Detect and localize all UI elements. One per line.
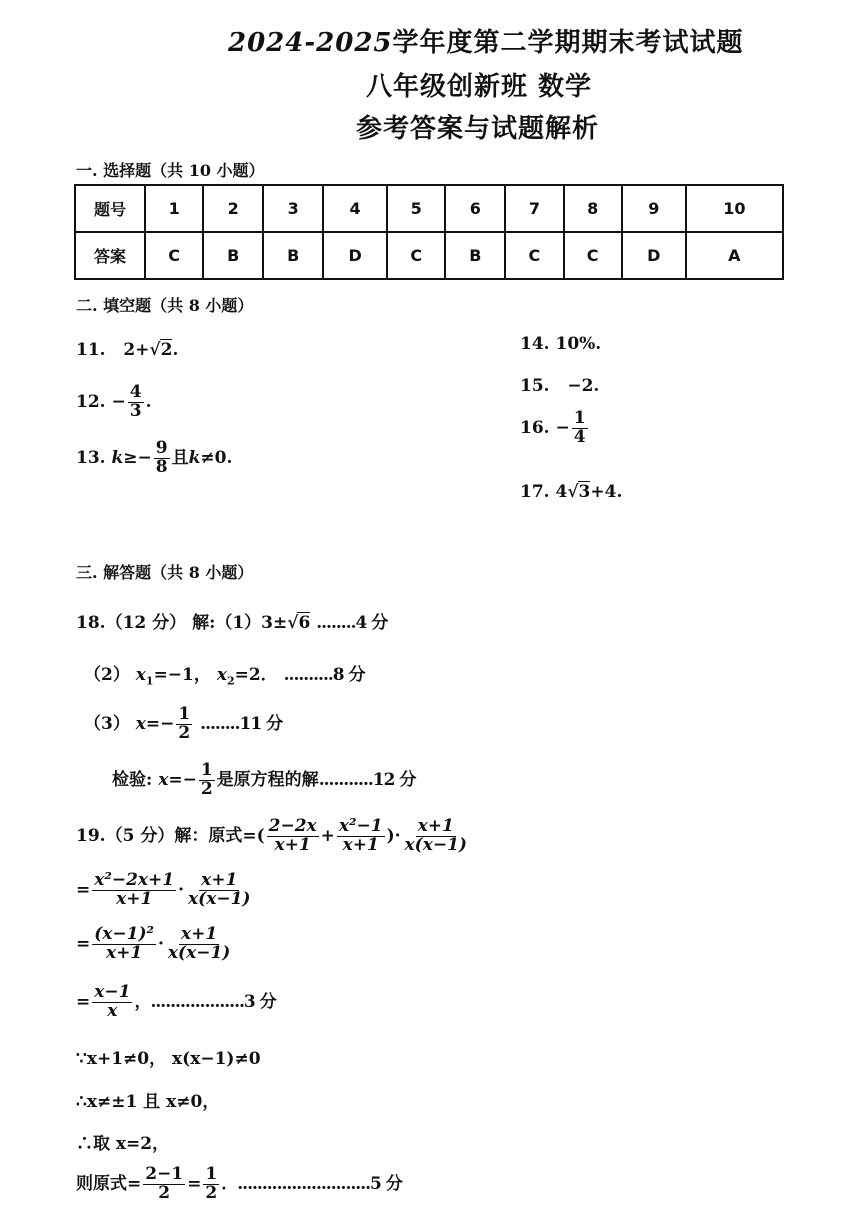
fraction: [92, 872, 176, 909]
q19-result: [76, 1166, 402, 1203]
check-label: 检验:: [112, 769, 153, 790]
ne-text: ≠0.: [200, 447, 233, 468]
question-number: 1: [145, 185, 203, 232]
question-num: 13.: [76, 447, 106, 468]
denominator: 2: [200, 778, 213, 799]
score-dots: ..........8 分: [283, 665, 365, 685]
check-text: 是原方程的解: [216, 769, 319, 790]
question-num: 15.: [520, 376, 550, 396]
denominator: x+1: [116, 888, 153, 909]
question-number: 4: [323, 185, 387, 232]
var-x: x: [135, 665, 146, 685]
question-num: 14.: [520, 334, 550, 354]
question-num: 12.: [76, 391, 106, 412]
question-number: 2: [203, 185, 263, 232]
fraction: [154, 440, 170, 477]
answer-17: 17. 4√3+4.: [520, 482, 623, 502]
answer-end: .: [172, 340, 179, 360]
q18-part2: （2） $x_1=-1$， $x_2=2$． ..........8 分: [84, 665, 365, 688]
q19-head: [76, 818, 471, 855]
answer-cell: D: [622, 232, 686, 279]
score-dots: ，...................3 分: [134, 991, 276, 1012]
fraction: [572, 410, 588, 447]
sqrt-radicand: 2: [160, 340, 173, 360]
sqrt-radicand: 3: [578, 482, 591, 502]
answer-text: 2+: [123, 340, 150, 360]
numerator: 1: [573, 408, 586, 428]
answer-text: 10%.: [555, 334, 602, 354]
section1-title: 一. 选择题（共 10 小题）: [76, 161, 265, 180]
question-number: 9: [622, 185, 686, 232]
eq-text: =−1，: [153, 665, 211, 685]
var-x: x: [135, 713, 146, 734]
numerator: (x−1)²: [94, 924, 154, 944]
question-number: 10: [686, 185, 783, 232]
question-number: 5: [387, 185, 445, 232]
score-dots: ........4 分: [316, 613, 388, 633]
answer-12: [76, 384, 152, 421]
denominator: x+1: [342, 834, 379, 855]
numerator: x+1: [417, 816, 454, 836]
fraction: [128, 384, 144, 421]
section3-title: 三. 解答题（共 8 小题）: [76, 563, 254, 582]
answer-15: [520, 376, 599, 396]
sqrt-radicand: 6: [298, 613, 311, 633]
denominator: x+1: [106, 942, 143, 963]
fraction: [166, 926, 232, 963]
fraction: [186, 872, 252, 909]
var-k: k: [111, 447, 124, 468]
q19-choose: ∴取 x=2，: [76, 1134, 170, 1154]
q19-step1: = $\frac{\text{x²−2x+1}}{x+1}$ · $\frac{x+1}{x(x-1)}$: [76, 870, 251, 909]
question-number: 6: [445, 185, 505, 232]
numerator: 2−1: [145, 1164, 184, 1184]
answer-14: [520, 334, 601, 354]
numerator: 1: [200, 760, 213, 780]
denominator: x(x−1): [167, 942, 231, 963]
fraction: [92, 984, 132, 1021]
denominator: 2: [158, 1182, 171, 1203]
fraction: [176, 706, 192, 743]
denominator: 3: [129, 400, 142, 421]
numerator: x+1: [181, 924, 218, 944]
q18-head: 18.（12 分） 解:（1）3±: [76, 613, 288, 633]
q18-check: [112, 762, 415, 799]
question-num: 17.: [520, 482, 550, 502]
denominator: x: [107, 1000, 118, 1021]
answer-cell: C: [564, 232, 622, 279]
score-dots: ...........12 分: [318, 769, 416, 790]
answer-13: [76, 440, 232, 477]
section2-title: 二. 填空题（共 8 小题）: [76, 296, 254, 315]
numerator: x+1: [201, 870, 238, 890]
numerator: 9: [155, 438, 168, 458]
and-text: 且: [171, 447, 189, 468]
numerator: x−1: [94, 982, 131, 1002]
numerator: 4: [129, 382, 142, 402]
denominator: 2: [178, 722, 191, 743]
eq-text: =−: [145, 713, 175, 734]
var-x: x: [158, 769, 169, 790]
fraction: [199, 762, 215, 799]
part-label: （2）: [84, 665, 130, 685]
ge-sign: ≥−: [123, 447, 152, 468]
q19-condition: ∵x+1≠0， x(x−1)≠0: [76, 1049, 261, 1069]
table-row: [75, 232, 783, 279]
score-dots: ．...........................5 分: [221, 1173, 402, 1194]
q19-step3: = $\frac{x-1}{x}$ ，...................3 分: [76, 982, 276, 1021]
answer-table: [74, 184, 784, 280]
q18-part3: [84, 706, 282, 743]
denominator: x(x−1): [188, 888, 251, 909]
fraction: [143, 1166, 185, 1203]
q19-conclusion: ∴x≠±1 且 x≠0，: [76, 1092, 220, 1112]
answer-cell: D: [323, 232, 387, 279]
answer-cell: C: [387, 232, 445, 279]
page-subtitle: 八年级创新班 数学: [366, 72, 593, 102]
denominator: x+1: [274, 834, 311, 855]
page-subtitle2: 参考答案与试题解析: [356, 114, 600, 144]
answer-cell: A: [686, 232, 783, 279]
denominator: 4: [573, 426, 586, 447]
denominator: 2: [205, 1182, 218, 1203]
answer-text: −2.: [567, 376, 600, 396]
row-label-question: 题号: [75, 185, 145, 232]
var-k: k: [188, 447, 201, 468]
title-rest: 学年度第二学期期末考试试题: [392, 28, 744, 58]
page-title: [228, 22, 744, 59]
title-year: 2024-2025: [228, 28, 393, 58]
plus-sign: +: [320, 825, 335, 846]
numerator: 1: [205, 1164, 218, 1184]
row-label-answer: 答案: [75, 232, 145, 279]
answer-cell: B: [263, 232, 323, 279]
answer-cell: C: [505, 232, 563, 279]
denominator: x(x−1): [404, 834, 467, 855]
answer-cell: B: [203, 232, 263, 279]
coef: 4: [555, 482, 568, 502]
eq-text: =−: [168, 769, 197, 790]
fraction: [403, 818, 469, 855]
q19-head-text: 19.（5 分）解：原式=(: [76, 825, 265, 846]
numerator: x²−2x+1: [94, 870, 175, 890]
close-paren: )·: [386, 825, 401, 846]
denominator: 8: [155, 456, 168, 477]
fraction: [337, 818, 385, 855]
q18-part1: 18.（12 分） 解:（1）3±√6 ........4 分: [76, 613, 388, 633]
minus-sign: −: [111, 391, 126, 412]
numerator: 1: [178, 704, 191, 724]
answer-end: .: [145, 391, 152, 412]
minus-sign: −: [555, 417, 570, 438]
fraction: [92, 926, 156, 963]
result-label: 则原式=: [76, 1173, 142, 1194]
var-x: x: [216, 665, 227, 685]
part-label: （3）: [84, 713, 130, 734]
question-num: 16.: [520, 417, 550, 438]
answer-cell: B: [445, 232, 505, 279]
score-dots: ........11 分: [200, 713, 283, 734]
question-number: 7: [505, 185, 563, 232]
q19-step2: = $\frac{\text{(x−1)²}}{x+1}$ · $\frac{x+1}{x(x-1)}$: [76, 924, 231, 963]
numerator: 2−2x: [268, 816, 317, 836]
table-row: [75, 185, 783, 232]
fraction: [267, 818, 319, 855]
answer-16: [520, 410, 590, 447]
answer-end: +4.: [590, 482, 623, 502]
question-number: 3: [263, 185, 323, 232]
fraction: [203, 1166, 219, 1203]
eq-sign: =: [187, 1173, 202, 1194]
question-num: 11.: [76, 340, 106, 360]
answer-11: 11. 2+√2.: [76, 340, 179, 360]
answer-cell: C: [145, 232, 203, 279]
eq-text: =2．: [234, 665, 278, 685]
question-number: 8: [564, 185, 622, 232]
numerator: x²−1: [338, 816, 383, 836]
